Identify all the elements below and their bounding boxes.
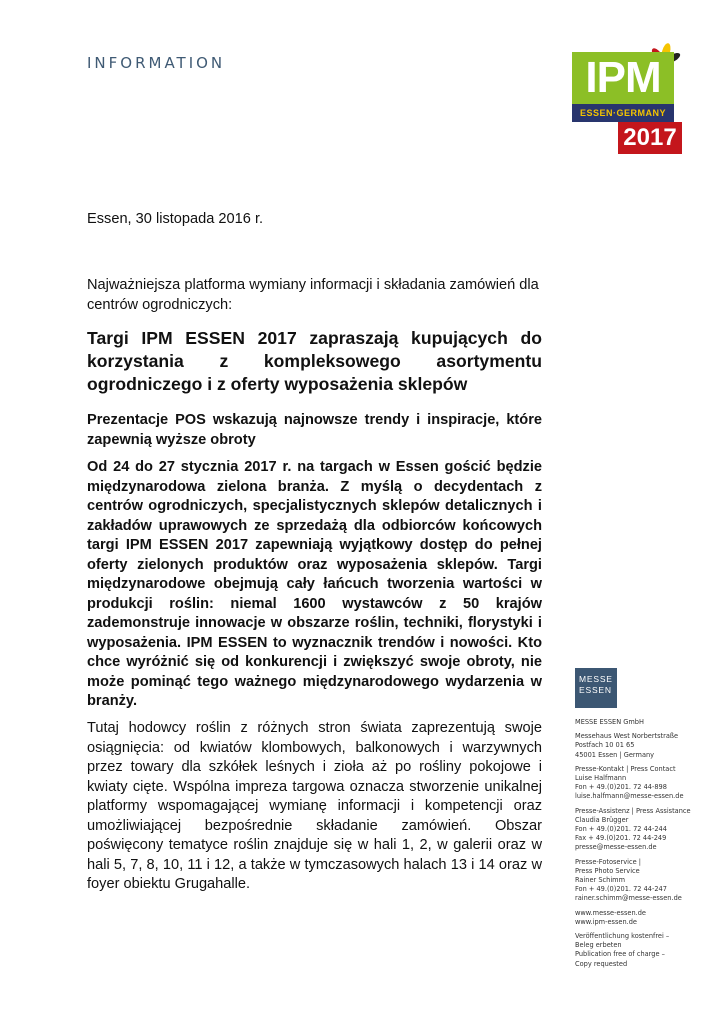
photo-service-heading-en: Press Photo Service (575, 866, 640, 875)
address-line: 45001 Essen | Germany (575, 750, 655, 759)
letter-title: Targi IPM ESSEN 2017 zapraszają kupujących do korzystania z kompleksowego asortymentu ogrodniczego i z oferty wyposażenia sklepów (87, 328, 542, 394)
photo-service-email[interactable]: rainer.schimm@messe-essen.de (575, 894, 682, 903)
letter-subtitle: Prezentacje POS wskazują najnowsze trendy i inspiracje, które zapewnią wyższe obroty (87, 412, 542, 448)
press-contact-name: Luise Halfmann (575, 774, 627, 783)
logo-line-2: ESSEN (579, 685, 612, 695)
press-contact-phone: Fon + 49.(0)201. 72 44-898 (575, 783, 667, 792)
press-contact-email[interactable]: luise.halfmann@messe-essen.de (575, 792, 684, 801)
logo-year: 2017 (618, 122, 682, 154)
press-assistance-name: Claudia Brügger (575, 815, 629, 824)
photo-service-name: Rainer Schimm (575, 876, 626, 885)
press-assistance-phone: Fon + 49.(0)201. 72 44-244 (575, 825, 667, 834)
publication-note: Beleg erbeten (575, 941, 622, 950)
sidebar-contact (575, 718, 720, 974)
letter-date: Essen, 30 listopada 2016 r. (87, 211, 264, 227)
logo-line-1: MESSE (579, 674, 613, 684)
press-assistance-fax: Fax + 49.(0)201. 72 44-249 (575, 834, 667, 843)
photo-service-heading: Presse-Fotoservice | (575, 857, 641, 866)
document-header-label: INFORMATION (87, 54, 226, 72)
logo-band: ESSEN·GERMANY (572, 104, 674, 122)
publication-note: Copy requested (575, 959, 628, 968)
company-name: MESSE ESSEN GmbH (575, 718, 644, 726)
letter-body-paragraph: Tutaj hodowcy roślin z różnych stron świata zaprezentują swoje osiągnięcia: od kwiatów klombowych, balkonowych i warzywnych przez towary dla szkółek leśnych i zioła aż po rośliny pokojowe i kwiaty cięte. Wspólna impreza targowa oznacza stworzenie unikalnej platformy wspomagającej wymianę informacji i kompetencji oraz umożliwiającej bezpośrednie składanie zamówień. Obszar poświęcony tematyce roślin znajduje się w hali 1, 2, w galerii oraz w hali 5, 7, 8, 10, 11 i 12, a także w tymczasowych halach 13 i 14 oraz w foyer obiektu Grugahalle. (87, 720, 542, 892)
press-assistance-heading: Presse-Assistenz | Press Assistance (575, 806, 691, 815)
website-link[interactable]: www.ipm-essen.de (575, 917, 637, 926)
ipm-logo (572, 40, 682, 154)
photo-service-phone: Fon + 49.(0)201. 72 44-247 (575, 885, 667, 894)
address-line: Postfach 10 01 65 (575, 741, 635, 750)
press-contact-heading: Presse-Kontakt | Press Contact (575, 764, 676, 773)
publication-note: Veröffentlichung kostenfrei – (575, 932, 670, 941)
letter-intro: Najważniejsza platforma wymiany informacji i składania zamówień dla centrów ogrodniczych: (87, 277, 539, 313)
messe-essen-logo (575, 668, 617, 708)
press-assistance-email[interactable]: presse@messe-essen.de (575, 843, 657, 852)
logo-brand: IPM (572, 52, 674, 104)
website-link[interactable]: www.messe-essen.de (575, 908, 646, 917)
publication-note: Publication free of charge – (575, 950, 665, 959)
letter-lead-paragraph: Od 24 do 27 stycznia 2017 r. na targach w Essen gościć będzie międzynarodowa zielona branża. Z myślą o decydentach z centrów ogrodniczych, specjalistycznych sklepów detalicznych i zakładów uprawowych ze sprzedażą dla odbiorców końcowych targi IPM ESSEN 2017 zapewniają wyjątkowy dostęp do pełnej oferty zielonych produktów oraz wyposażenia sklepów. Targi międzynarodowe obejmują cały łańcuch tworzenia wartości w produkcji roślin: niemal 1600 wystawców z 50 krajów zademonstruje innowacje w obszarze roślin, techniki, florystyki i wyposażenia. IPM ESSEN to wyznacznik trendów i nowości. Kto chce wyróżnić się od konkurencji i zwiększyć swoje obroty, nie może pominąć tego ważnego międzynarodowego wydarzenia w branży. (87, 459, 542, 709)
address-line: Messehaus West Norbertstraße (575, 732, 679, 741)
